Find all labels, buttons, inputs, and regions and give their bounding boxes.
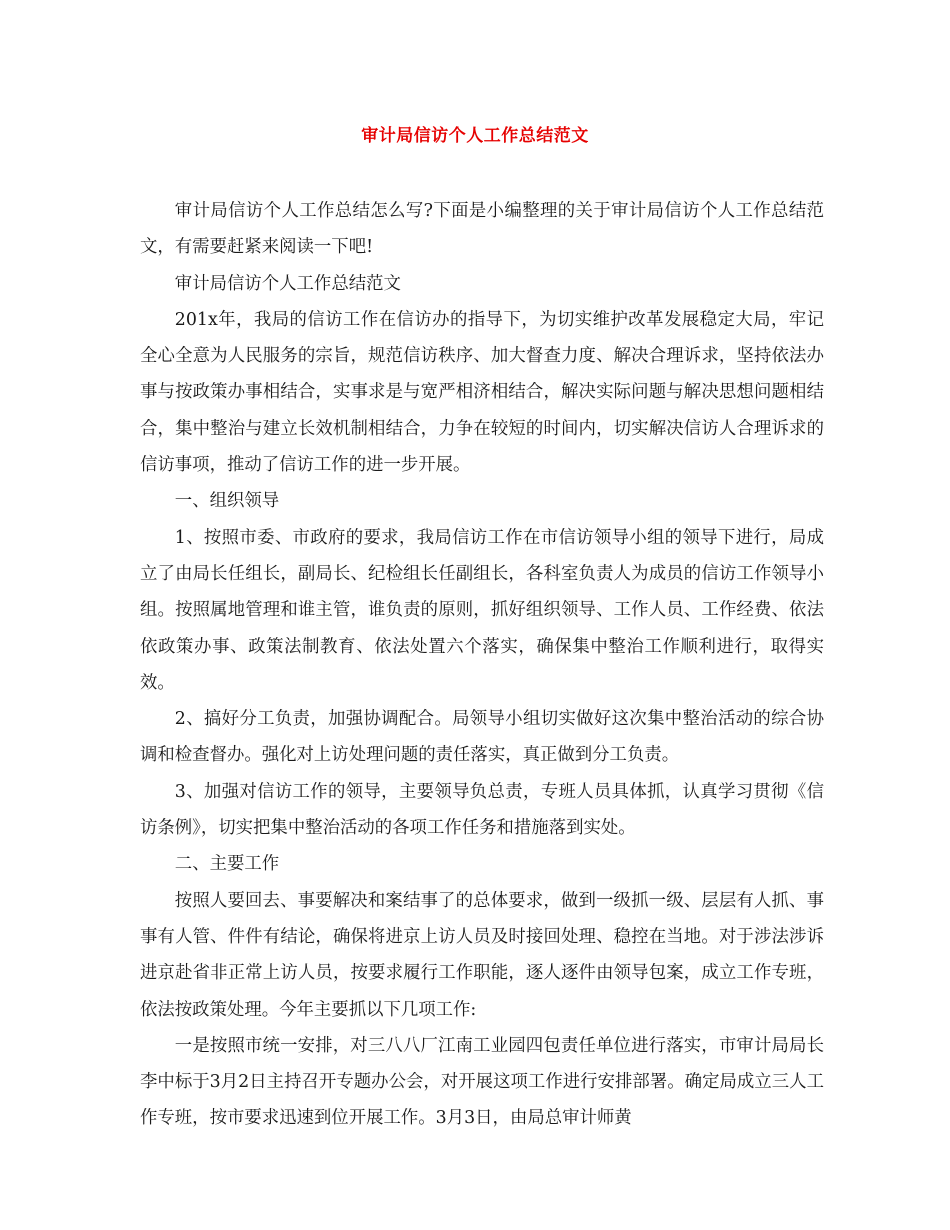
main-work-paragraph: 按照人要回去、事要解决和案结事了的总体要求，做到一级抓一级、层层有人抓、事事有人管、件件有结论，确保将进京上访人员及时接回处理、稳控在当地。对于涉法涉诉进京赴省非正常上访人员，按要求履行工作职能，逐人逐件由领导包案，成立工作专班，依法按政策处理。今年主要抓以下几项工作: [140,890,824,1020]
intro-paragraph: 审计局信访个人工作总结怎么写?下面是小编整理的关于审计局信访个人工作总结范文，有需要赶紧来阅读一下吧! [140,201,824,258]
subtitle-paragraph: 审计局信访个人工作总结范文 [174,273,401,294]
document-body [140,193,824,1137]
section-heading-organization: 一、组织领导 [174,491,280,512]
section-heading-main-work: 二、主要工作 [174,854,280,875]
overview-paragraph: 201x年，我局的信访工作在信访办的指导下，为切实维护改革发展稳定大局，牢记全心全意为人民服务的宗旨，规范信访秩序、加大督查力度、解决合理诉求，坚持依法办事与按政策办事相结合，实事求是与宽严相济相结合，解决实际问题与解决思想问题相结合，集中整治与建立长效机制相结合，力争在较短的时间内，切实解决信访人合理诉求的信访事项，推动了信访工作的进一步开展。 [140,309,824,476]
organization-item-1: 1、按照市委、市政府的要求，我局信访工作在市信访领导小组的领导下进行，局成立了由局长任组长，副局长、纪检组长任副组长，各科室负责人为成员的信访工作领导小组。按照属地管理和谁主管，谁负责的原则，抓好组织领导、工作人员、工作经费、依法依政策办事、政策法制教育、依法处置六个落实，确保集中整治工作顺利进行，取得实效。 [140,527,824,693]
document-title: 审计局信访个人工作总结范文 [361,126,589,146]
organization-item-3: 3、加强对信访工作的领导，主要领导负总责，专班人员具体抓，认真学习贯彻《信访条例》，切实把集中整治活动的各项工作任务和措施落到实处。 [140,781,824,839]
main-work-item-1: 一是按照市统一安排，对三八八厂江南工业园四包责任单位进行落实，市审计局局长李中标于3月2日主持召开专题办公会，对开展这项工作进行安排部署。确定局成立三人工作专班，按市要求迅速到位开展工作。3月3日，由局总审计师黄 [140,1035,824,1129]
organization-item-2: 2、搞好分工负责，加强协调配合。局领导小组切实做好这次集中整治活动的综合协调和检查督办。强化对上访处理问题的责任落实，真正做到分工负责。 [140,709,824,766]
